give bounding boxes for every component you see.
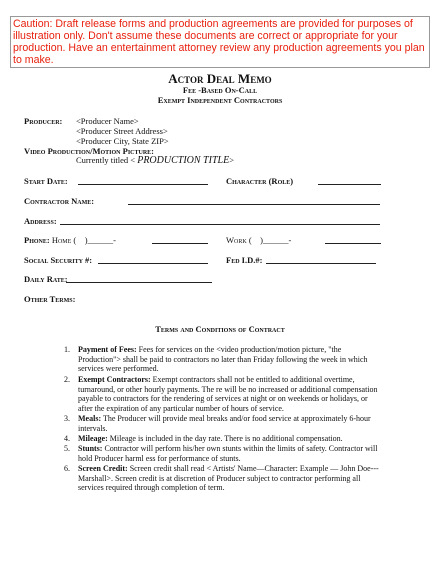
term-5-text: Contractor will perform his/her own stunts within the limits of safety. Contractor will hold Producer harml ess for performance of stunts. [78,444,378,463]
contractor-name-label: Contractor Name: [24,196,95,206]
fed-id-field[interactable] [266,263,376,264]
term-4-text: Mileage is included in the day rate. There is no additional compensation. [109,434,343,443]
start-date-label: Start Date: [24,176,68,186]
term-1-title: Payment of Fees: [78,345,137,354]
ssn-label: Social Security #: [24,255,93,265]
term-3 [78,414,384,433]
work-phone-row [226,235,291,245]
term-1 [78,345,384,374]
term-3-title: Meals: [78,414,102,423]
term-6-title: Screen Credit: [78,464,128,473]
work-label: Work ( [226,235,252,245]
term-1-text: Fees for services on the <video production/motion picture, "the Production"> shall be paid to contractors no later than Friday following the week in which services were performed. [78,345,368,374]
currently-titled: Currently titled < [76,155,136,165]
caution-notice: Caution: Draft release forms and production agreements are provided for purposes of illustration only. Don't assume these documents are correct or appropriate for your production. Have an entertainment attorney review any production agreements you plan to make. [10,16,430,68]
contractor-name-field[interactable] [128,204,380,205]
fed-id-label: Fed I.D.#: [226,255,263,265]
phone-row [24,235,116,245]
address-label: Address: [24,216,57,226]
term-4 [78,434,384,444]
character-label: Character (Role) [226,176,294,186]
term-5 [78,444,384,463]
ssn-field[interactable] [98,263,208,264]
term-2 [78,375,384,413]
term-5-number: 5. [64,444,70,453]
term-6 [78,464,384,493]
term-3-number: 3. [64,414,70,423]
producer-label: Producer: [24,116,63,126]
terms-heading: Terms and Conditions of Contract [155,324,285,334]
term-2-text: Exempt contractors shall not be entitled to additional overtime, turnaround, or other hourly payments. The re will be no increased or additional compensation payable to contractors for the rendering of services at night or on weekends or holidays, or after the expiration of any particular number of hours of service. [78,375,378,413]
home-label: Home ( [51,235,77,245]
start-date-field[interactable] [78,184,208,185]
producer-name: <Producer Name> [76,116,139,126]
document-subtitle-2: Exempt Independent Contractors [157,95,283,105]
document-subtitle-1: Fee -Based On-Call [182,85,258,95]
phone-label: Phone: [24,235,50,245]
address-field[interactable] [60,224,380,225]
home-phone-field[interactable] [152,243,208,244]
work-phone-mid: )______- [260,235,292,245]
home-phone-mid: )______- [84,235,116,245]
production-title-line [76,155,234,166]
term-4-number: 4. [64,434,70,443]
production-title-close: > [229,155,234,165]
term-5-title: Stunts: [78,444,103,453]
term-3-text: The Producer will provide meal breaks and/or food service at approximately 6-hour intervals. [78,414,371,433]
work-phone-field[interactable] [325,243,381,244]
producer-city: <Producer City, State ZIP> [76,136,169,146]
term-6-text: Screen credit shall read < Artists' Name—Character: Example — John Doe---Marshall>. Screen credit is at discretion of Producer subject to contractor performing all services required through completion of term. [78,464,379,493]
production-title: PRODUCTION TITLE [137,155,230,166]
daily-rate-field[interactable] [66,282,212,283]
term-4-title: Mileage: [78,434,108,443]
other-terms-label: Other Terms: [24,294,76,304]
term-2-title: Exempt Contractors: [78,375,151,384]
character-field[interactable] [318,184,381,185]
document-title: Actor Deal Memo [168,71,272,86]
term-1-number: 1. [64,345,70,354]
term-2-number: 2. [64,375,70,384]
producer-street: <Producer Street Address> [76,126,168,136]
term-6-number: 6. [64,464,70,473]
daily-rate-label: Daily Rate: [24,274,68,284]
video-production-label: Video Production/Motion Picture: [24,146,155,156]
